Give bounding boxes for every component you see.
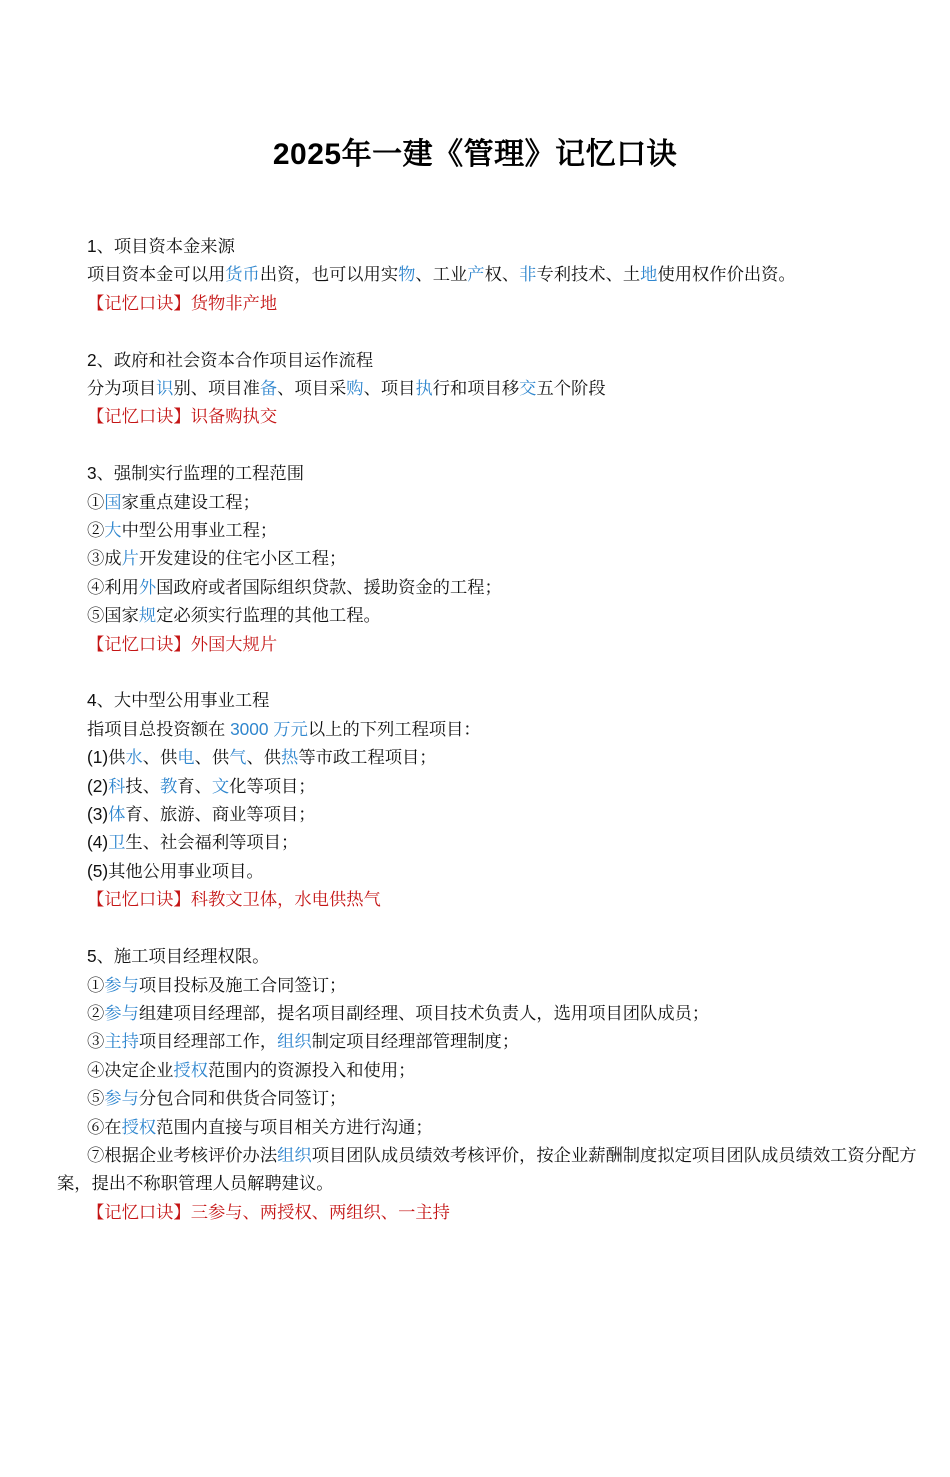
text-segment: 制定项目经理部管理制度； — [311, 1031, 520, 1052]
highlight-segment: 授权 — [173, 1059, 208, 1080]
highlight-segment: 卫 — [108, 832, 126, 853]
mnemonic-text: 识备购执交 — [190, 406, 278, 427]
mnemonic-line — [57, 289, 922, 317]
highlight-segment: 3000 万元 — [230, 718, 308, 739]
body-line — [57, 772, 922, 800]
highlight-segment: 授权 — [121, 1116, 157, 1137]
text-segment: 五个阶段 — [536, 378, 606, 399]
body-line — [57, 800, 922, 828]
body-line — [57, 601, 922, 629]
highlight-segment: 购 — [346, 378, 364, 399]
highlight-segment: 参与 — [104, 1088, 139, 1109]
mnemonic-label: 【记忆口诀】 — [87, 633, 191, 654]
text-segment: 行和项目移 — [432, 378, 520, 399]
text-segment: 组建项目经理部，提名项目副经理、项目技术负责人，选用项目团队成员； — [138, 1002, 710, 1023]
section-heading: 3、强制实行监理的工程范围 — [87, 463, 304, 484]
highlight-segment: 科 — [108, 775, 126, 796]
text-segment: 化等项目； — [229, 775, 316, 796]
body-line — [57, 544, 922, 572]
highlight-segment: 片 — [121, 548, 139, 569]
text-segment: ④利用 — [87, 576, 139, 597]
section-4 — [57, 686, 922, 913]
text-segment: 中型公用事业工程； — [121, 520, 278, 541]
text-segment: (5)其他公用事业项目。 — [87, 860, 264, 881]
text-segment: 权、 — [484, 264, 520, 285]
mnemonic-text: 三参与、两授权、两组织、一主持 — [190, 1201, 450, 1222]
highlight-segment: 主持 — [104, 1031, 139, 1052]
body-line — [57, 488, 922, 516]
body-line — [57, 999, 922, 1027]
body-line — [57, 971, 922, 999]
highlight-segment: 气 — [229, 747, 247, 768]
section-heading: 5、施工项目经理权限。 — [87, 946, 270, 967]
text-segment: ① — [87, 491, 105, 512]
text-segment: 、供 — [142, 747, 178, 768]
text-segment: 等市政工程项目； — [298, 747, 437, 768]
mnemonic-label: 【记忆口诀】 — [87, 406, 191, 427]
highlight-segment: 组织 — [277, 1144, 312, 1165]
text-segment: ⑤ — [87, 1088, 105, 1109]
body-line — [57, 516, 922, 544]
mnemonic-label: 【记忆口诀】 — [87, 1201, 191, 1222]
highlight-segment: 非 — [519, 264, 537, 285]
mnemonic-text: 科教文卫体，水电供热气 — [190, 889, 381, 910]
text-segment: ③ — [87, 1031, 105, 1052]
body-line — [57, 715, 922, 743]
text-segment: 项目投标及施工合同签订； — [138, 974, 347, 995]
highlight-segment: 教 — [160, 775, 178, 796]
document-body — [57, 232, 922, 1226]
mnemonic-label: 【记忆口诀】 — [87, 292, 191, 313]
mnemonic-line — [57, 630, 922, 658]
highlight-segment: 水 — [125, 747, 143, 768]
text-segment: ② — [87, 1002, 105, 1023]
text-segment: 育、 — [177, 775, 212, 796]
text-segment: ⑥在 — [87, 1116, 122, 1137]
body-line — [57, 743, 922, 771]
text-segment: 范围内直接与项目相关方进行沟通； — [156, 1116, 433, 1137]
text-segment: 使用权作价出资。 — [657, 264, 796, 285]
text-segment: ⑦根据企业考核评价办法 — [87, 1144, 278, 1165]
highlight-segment: 执 — [415, 378, 433, 399]
highlight-segment: 外 — [138, 576, 157, 597]
text-segment: (1)供 — [87, 747, 126, 768]
text-segment: 、工业 — [415, 264, 468, 285]
text-segment: 、供 — [194, 747, 230, 768]
text-segment: ⑤国家 — [87, 605, 139, 626]
section-heading: 4、大中型公用事业工程 — [87, 690, 270, 711]
highlight-segment: 国 — [104, 491, 122, 512]
text-segment: 分为项目 — [87, 378, 157, 399]
text-segment: 项目资本金可以用 — [87, 264, 226, 285]
body-line — [57, 1141, 922, 1198]
text-segment: 国政府或者国际组织贷款、援助资金的工程； — [156, 576, 502, 597]
mnemonic-line — [57, 885, 922, 913]
highlight-segment: 产 — [467, 264, 485, 285]
mnemonic-text: 外国大规片 — [190, 633, 278, 654]
highlight-segment: 识 — [156, 378, 174, 399]
body-line — [57, 857, 922, 885]
section-heading: 1、项目资本金来源 — [87, 236, 235, 256]
body-line — [57, 1084, 922, 1112]
text-segment: 家重点建设工程； — [121, 491, 260, 512]
highlight-segment: 文 — [211, 775, 230, 796]
text-segment: 范围内的资源投入和使用； — [208, 1059, 416, 1080]
text-segment: 开发建设的住宅小区工程； — [138, 548, 347, 569]
body-line — [57, 573, 922, 601]
mnemonic-line — [57, 1198, 922, 1226]
text-segment: (2) — [87, 775, 109, 796]
document-page — [0, 133, 950, 1226]
text-segment: 专利技术、土 — [536, 264, 641, 285]
text-segment: 别、项目准 — [173, 378, 260, 399]
highlight-segment: 体 — [108, 804, 126, 825]
document-title: 2025年一建《管理》记忆口诀 — [272, 138, 678, 171]
text-segment: ④决定企业 — [87, 1059, 174, 1080]
highlight-segment: 组织 — [277, 1031, 312, 1052]
text-segment: (4) — [87, 832, 109, 853]
mnemonic-line — [57, 402, 922, 430]
text-segment: 、项目 — [363, 378, 416, 399]
body-line — [57, 828, 922, 856]
body-line — [57, 260, 922, 288]
text-segment: 出资，也可以用实 — [259, 264, 399, 285]
text-segment: 育、旅游、商业等项目； — [125, 804, 316, 825]
section-2 — [57, 346, 922, 431]
body-line — [57, 1027, 922, 1055]
text-segment: 、供 — [246, 747, 282, 768]
text-segment: 定必须实行监理的其他工程。 — [156, 605, 381, 626]
highlight-segment: 规 — [138, 605, 157, 626]
text-segment: 指项目总投资额在 — [87, 718, 231, 739]
highlight-segment: 热 — [281, 747, 299, 768]
text-segment: (3) — [87, 804, 109, 825]
highlight-segment: 备 — [259, 378, 278, 399]
section-1 — [57, 232, 922, 317]
highlight-segment: 参与 — [104, 974, 139, 995]
highlight-segment: 电 — [177, 747, 195, 768]
highlight-segment: 物 — [398, 264, 416, 285]
text-segment: ① — [87, 974, 105, 995]
text-segment: ③成 — [87, 548, 122, 569]
text-segment: 、项目采 — [277, 378, 347, 399]
text-segment: 分包合同和供货合同签订； — [138, 1088, 347, 1109]
section-3 — [57, 459, 922, 658]
mnemonic-label: 【记忆口诀】 — [87, 889, 191, 910]
highlight-segment: 参与 — [104, 1002, 139, 1023]
highlight-segment: 货币 — [225, 264, 260, 285]
text-segment: ② — [87, 520, 105, 541]
text-segment: 项目经理部工作， — [138, 1031, 278, 1052]
text-segment: 项目团队成员绩效考核评价，按企业薪酬制度拟定项目团队成员绩效工资分配方案，提出不称职管理人员解聘建议。 — [57, 1144, 917, 1194]
highlight-segment: 地 — [640, 264, 658, 285]
section-heading: 2、政府和社会资本合作项目运作流程 — [87, 349, 374, 370]
text-segment: 技、 — [125, 775, 160, 796]
highlight-segment: 大 — [104, 520, 122, 541]
body-line — [57, 374, 922, 402]
body-line — [57, 1113, 922, 1141]
highlight-segment: 交 — [519, 378, 537, 399]
section-5 — [57, 942, 922, 1226]
mnemonic-text: 货物非产地 — [190, 292, 278, 313]
text-segment: 生、社会福利等项目； — [125, 832, 299, 853]
text-segment: 以上的下列工程项目： — [307, 718, 481, 739]
body-line — [57, 1056, 922, 1084]
